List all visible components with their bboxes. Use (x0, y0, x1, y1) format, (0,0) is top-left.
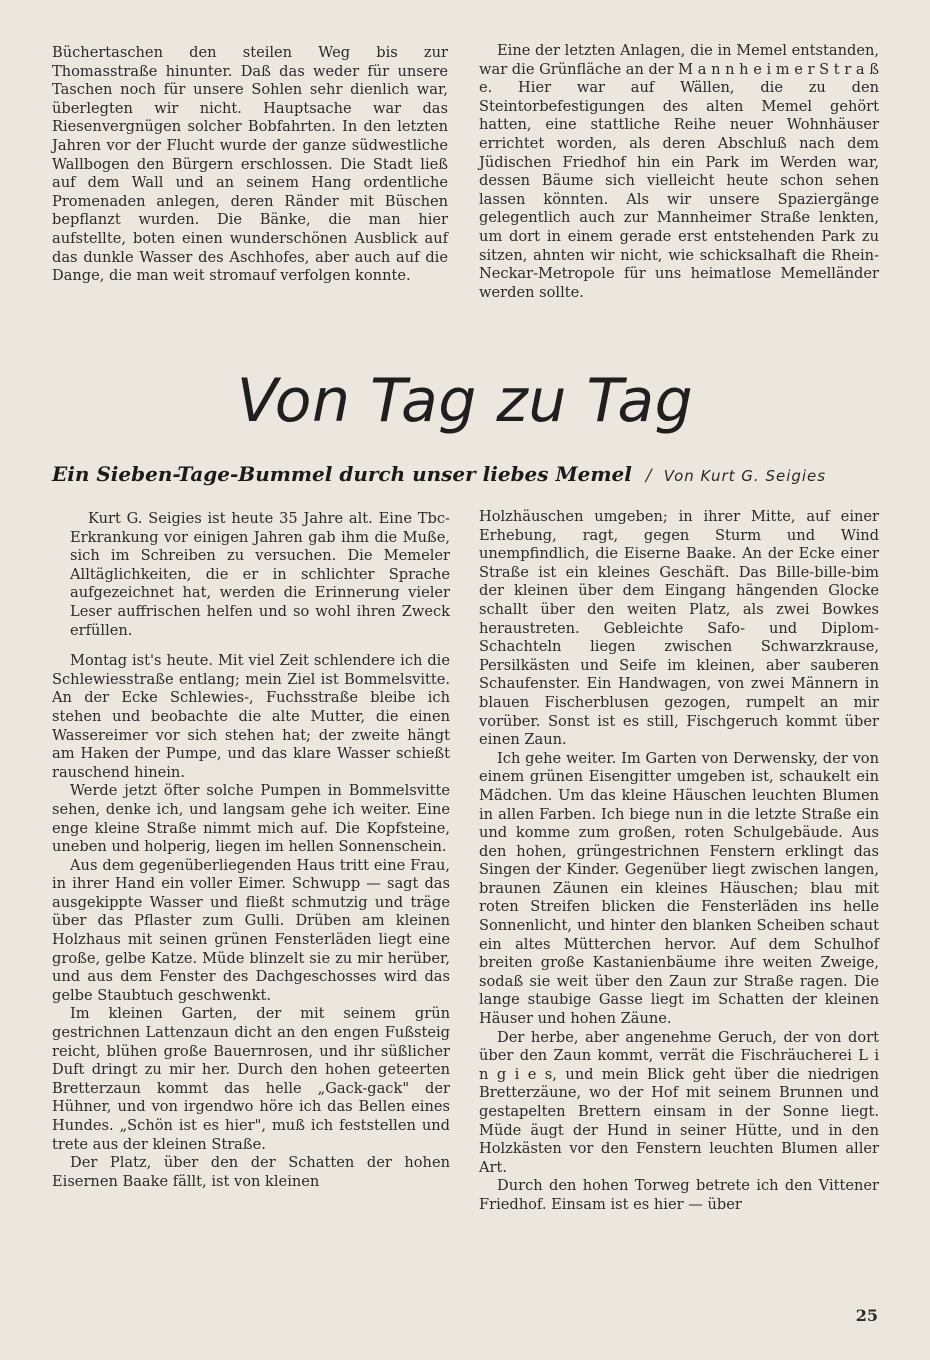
paragraph: Durch den hohen Torweg betrete ich den Vittener Friedhof. Einsam ist es hier — über (479, 1177, 879, 1213)
top-left-column (52, 44, 448, 286)
article-title: Von Tag zu Tag (236, 366, 694, 436)
paragraph: Werde jetzt öfter solche Pumpen in Bommelsvitte sehen, denke ich, und langsam gehe ich weiter. Eine enge kleine Straße nimmt mich auf. Die Kopfsteine, uneben und holperig, liegen im hellen Sonnenschein. (52, 782, 450, 856)
paragraph: Büchertaschen den steilen Weg bis zur Thomasstraße hinunter. Daß das weder für unsere Taschen noch für unsere Sohlen sehr dienlich war, überlegten wir nicht. Hauptsache war das Riesenvergnügen solcher Bobfahrten. In den letzten Jahren vor der Flucht wurde der ganze südwestliche Wallbogen den Bürgern erschlossen. Die Stadt ließ auf dem Wall und an seinem Hang ordentliche Promenaden anlegen, deren Ränder mit Büschen bepflanzt wurden. Die Bänke, die man hier aufstellte, boten einen wunderschönen Ausblick auf das dunkle Wasser des Aschhofes, aber auch auf die Dange, die man weit stromauf verfolgen konnte. (52, 44, 448, 285)
author-byline: Von Kurt G. Seigies (663, 467, 827, 485)
paragraph: Holzhäuschen umgeben; in ihrer Mitte, auf einer Erhebung, ragt, gegen Sturm und Wind unempfindlich, die Eiserne Baake. An der Ecke einer Straße ist ein kleines Geschäft. Das Bille-bille-bim der kleinen über dem Eingang hängenden Glocke schallt über den weiten Platz, als zwei Bowkes heraustreten. Gebleichte Safo- und Diplom-Schachteln liegen zwischen Schwarzkrause, Persilkästen und Seife im kleinen, aber sauberen Schaufenster. Ein Handwagen, von zwei Männern in blauen Fischerblusen gezogen, rumpelt an mir vorüber. Sonst ist es still, Fischgeruch kommt über einen Zaun. (479, 508, 879, 749)
paragraph: Aus dem gegenüberliegenden Haus tritt eine Frau, in ihrer Hand ein voller Eimer. Schwupp — sagt das ausgekippte Wasser und fließt schmutzig und träge über das Pflaster zum Gulli. Drüben am kleinen Holzhaus mit seinen grünen Fensterläden liegt eine große, gelbe Katze. Müde blinzelt sie zu mir herüber, und aus dem Fenster des Dachgeschosses wird das gelbe Staubtuch geschwenkt. (52, 856, 450, 1004)
page-number: 25 (855, 1306, 878, 1325)
author-intro: Kurt G. Seigies ist heute 35 Jahre alt. Eine Tbc-Erkrankung vor einigen Jahren gab ihm die Muße, sich im Schreiben zu versuchen. Die Memeler Alltäglichkeiten, die er in schlichter Sprache aufgezeichnet hat, werden die Erinnerung vieler Leser auffrischen helfen und so wohl ihren Zweck erfüllen. (70, 510, 450, 639)
paragraph: Im kleinen Garten, der mit seinem grün gestrichnen Lattenzaun dicht an den engen Fußsteig reicht, blühen große Bauernrosen, und ihr süßlicher Duft dringt zu mir her. Durch den hohen geteerten Bretterzaun kommt das helle „Gack-gack" der Hühner, und von irgendwo höre ich das Bellen eines Hundes. „Schön ist es hier", muß ich feststellen und trete aus der kleinen Straße. (52, 1005, 450, 1153)
paragraph: Ich gehe weiter. Im Garten von Derwensky, der von einem grünen Eisengitter umgeben ist, schaukelt ein Mädchen. Um das kleine Häuschen leuchten Blumen in allen Farben. Ich biege nun in die letzte Straße ein und komme zum großen, roten Schulgebäude. Aus den hohen, grüngestrichnen Fenstern erklingt das Singen der Kinder. Gegenüber liegt zwischen langen, braunen Zäunen ein kleines Häuschen; blau mit roten Streifen blicken die Fensterläden ins helle Sonnenlicht, und hinter den blanken Scheiben schaut ein altes Mütterchen hervor. Auf dem Schulhof breiten große Kastanienbäume ihre weiten Zweige, sodaß sie weit über den Zaun zur Straße ragen. Die lange staubige Gasse liegt im Schatten der kleinen Häuser und hohen Zäune. (479, 749, 879, 1028)
paragraph: Der herbe, aber angenehme Geruch, der von dort über den Zaun kommt, verrät die Fischräucherei L i n g i e s, und mein Blick geht über die niedrigen Bretterzäune, wo der Hof mit seinem Brunnen und gestapelten Brettern einsam in der Sonne liegt. Müde äugt der Hund in seiner Hütte, und in den Holzkästen vor den Fenstern leuchten Blumen aller Art. (479, 1028, 879, 1176)
top-right-column (479, 42, 879, 302)
article-left-column (52, 510, 450, 1191)
article-subtitle-line (52, 462, 882, 486)
article-subtitle: Ein Sieben-Tage-Bummel durch unser liebes Memel (52, 462, 632, 486)
subtitle-separator: / (645, 466, 652, 486)
article-right-column (479, 508, 879, 1215)
paragraph: Eine der letzten Anlagen, die in Memel entstanden, war die Grünfläche an der M a n n h e i m e r S t r a ß e. Hier war auf Wällen, die zu den Steintorbefestigungen des alten Memel gehört hatten, eine stattliche Reihe neuer Wohnhäuser errichtet worden, als deren Abschluß nach dem Jüdischen Friedhof hin ein Park im Werden war, dessen Bäume sich vielleicht heute schon sehen lassen könnten. Als wir unsere Spaziergänge gelegentlich auch zur Mannheimer Straße lenkten, um dort in einem gerade erst entstehenden Park zu sitzen, ahnten wir nicht, wie schicksalhaft die Rhein-Neckar-Metropole für uns heimatlose Memelländer werden sollte. (479, 42, 879, 301)
paragraph: Montag ist's heute. Mit viel Zeit schlendere ich die Schlewiesstraße entlang; mein Ziel ist Bommelsvitte. An der Ecke Schlewies-, Fuchsstraße bleibe ich stehen und beobachte die alte Mutter, die einen Wassereimer vor sich stehen hat; der zweite hängt am Haken der Pumpe, und das klare Wasser schießt rauschend hinein. (52, 652, 450, 781)
paragraph: Der Platz, über den der Schatten der hohen Eisernen Baake fällt, ist von kleinen (52, 1154, 450, 1190)
